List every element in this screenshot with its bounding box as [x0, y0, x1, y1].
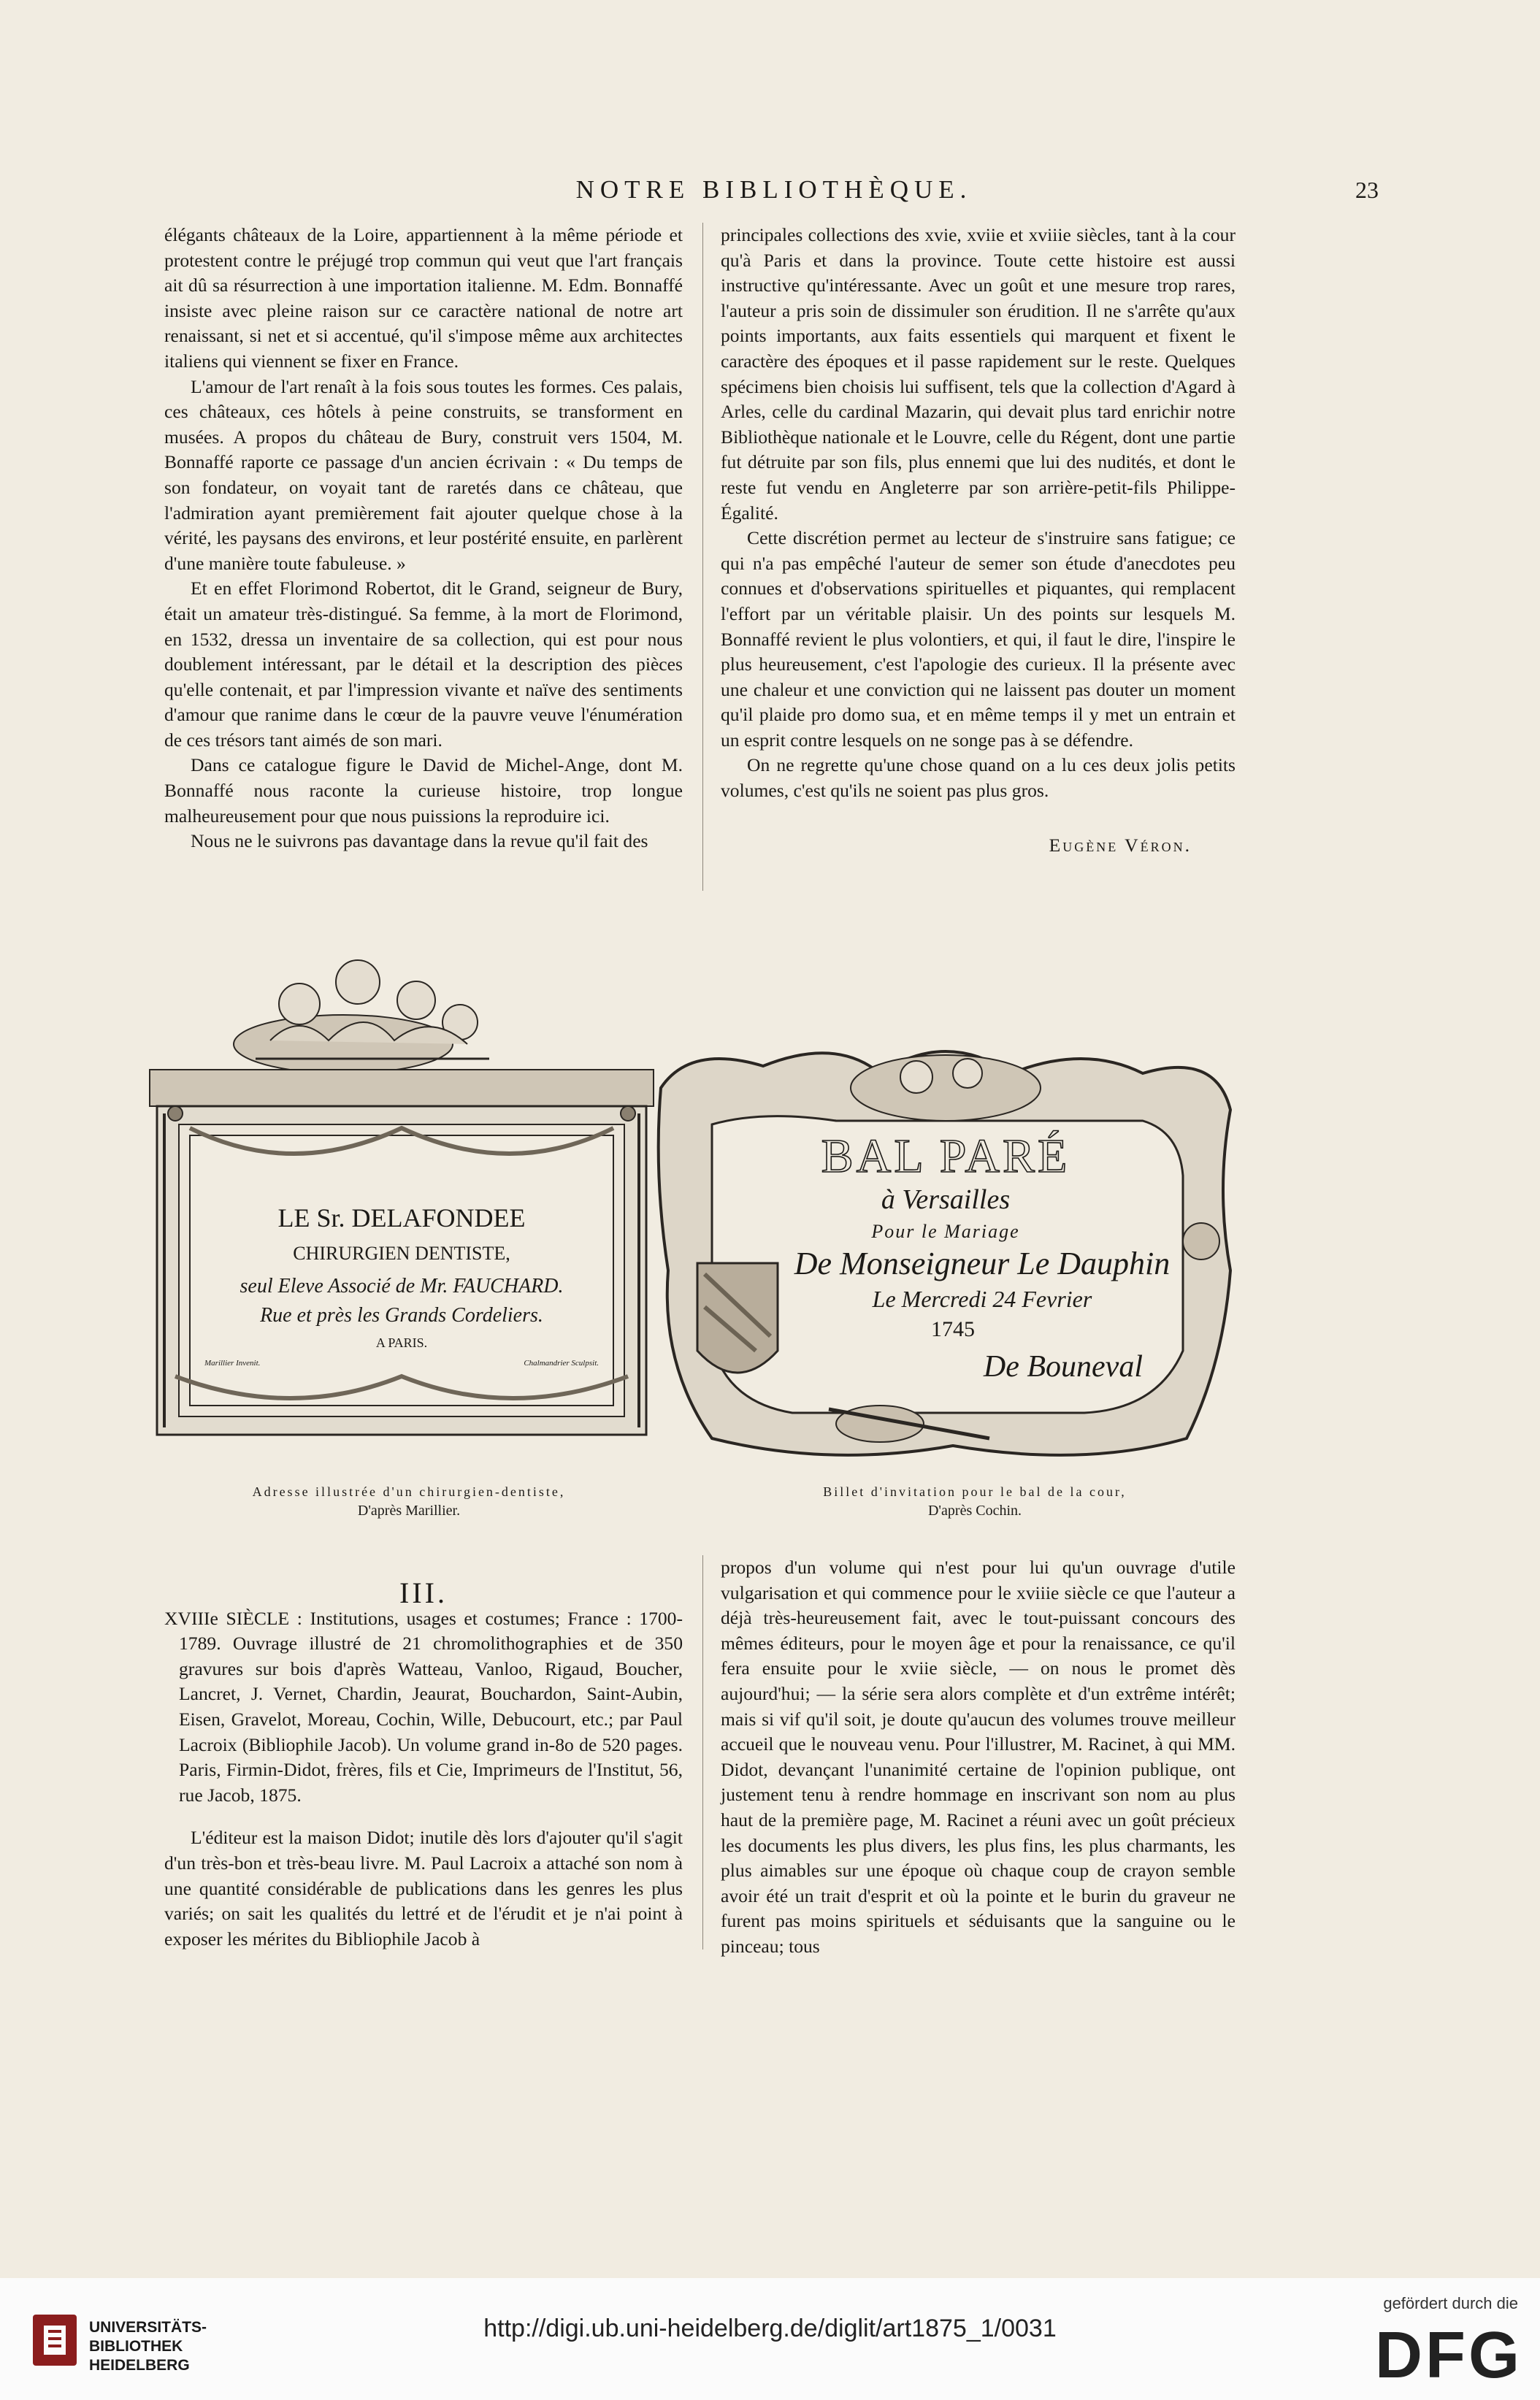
paragraph: On ne regrette qu'une chose quand on a lu ces deux jolis petits volumes, c'est qu'ils ne soient pas plus gros.: [721, 754, 1236, 802]
running-head-title: NOTRE BIBLIOTHÈQUE.: [575, 175, 973, 204]
plate-line: Rue et près les Grands Cordeliers.: [260, 1304, 543, 1327]
top-right-column: [721, 223, 1236, 858]
paragraph: Dans ce catalogue figure le David de Michel-Ange, dont M. Bonnaffé nous raconte la curieuse histoire, trop longue malheureusement pour que nous puissions la reproduire ici.: [164, 754, 683, 827]
engraver-credit: Chalmandrier Sculpsit.: [524, 1359, 599, 1368]
caption-title: Billet d'invitation pour le bal de la cour,: [823, 1484, 1127, 1499]
plate-line: Le Mercredi 24 Fevrier: [872, 1286, 1092, 1312]
digitization-footer: [0, 2278, 1540, 2400]
plate-line: De Monseigneur Le Dauphin: [794, 1246, 1171, 1281]
plate-line: CHIRURGIEN DENTISTE,: [293, 1243, 510, 1264]
top-left-column: [164, 223, 683, 854]
plate-line: seul Eleve Associé de Mr. FAUCHARD.: [240, 1275, 564, 1297]
right-figure-caption: [719, 1482, 1230, 1520]
bottom-left-column: [164, 1576, 683, 1952]
ball-invitation-engraving: [646, 1030, 1245, 1482]
plate-line: BAL PARÉ: [821, 1130, 1070, 1183]
column-rule: [702, 223, 703, 891]
caption-credit: D'après Cochin.: [927, 1503, 1022, 1519]
library-name-line: HEIDELBERG: [89, 2357, 190, 2374]
plate-line: LE Sr. DELAFONDEE: [277, 1203, 526, 1232]
cherubs-illustration: [234, 960, 489, 1073]
plate-line: A PARIS.: [375, 1335, 428, 1350]
page-number: 23: [1355, 177, 1379, 203]
funding-label: gefördert durch die: [1383, 2294, 1518, 2312]
caption-title: Adresse illustrée d'un chirurgien-dentiste,: [252, 1484, 566, 1499]
plate-line: à Versailles: [881, 1184, 1011, 1215]
column-rule: [702, 1555, 703, 1949]
permalink-url[interactable]: http://digi.ub.uni-heidelberg.de/diglit/art1875_1/0031: [483, 2315, 1057, 2342]
artist-credit: Marillier Invenit.: [204, 1359, 261, 1368]
paragraph: élégants châteaux de la Loire, appartiennent à la même période et protestent contre le préjugé trop commun qui veut que l'art français ait dû sa résurrection à une importation italienne. M. Edm. Bonnaffé insiste avec pleine raison sur ce caractère national de notre art renaissant, si net et si accentué, qu'il s'impose même aux architectes italiens qui viennent se fixer en France.: [164, 224, 683, 372]
paragraph: Et en effet Florimond Robertot, dit le Grand, seigneur de Bury, était un amateur très-distingué. Sa femme, à la mort de Florimond, en 1532, dressa un inventaire de sa collection, qui est pour nous doublement intéressant, par le détail et la description des pièces qu'elle contenait, et par l'impression vivante et naïve des sentiments d'amour que ranime dans le cœur de la pauvre veuve l'énumération de ces trésors tant aimés de son mari.: [164, 578, 683, 751]
plate-line: Pour le Mariage: [871, 1221, 1020, 1242]
library-name-line: UNIVERSITÄTS-: [89, 2319, 207, 2336]
bibliography-entry: XVIIIe SIÈCLE : Institutions, usages et costumes; France : 1700-1789. Ouvrage illustré de 21 chromolithographies et de 350 gravures sur bois d'après Watteau, Vanloo, Rigaud, Boucher, Lancret, J. Vernet, Chardin, Jeaurat, Bouchardon, Saint-Aubin, Eisen, Gravelot, Moreau, Cochin, Wille, Debucourt, etc.; par Paul Lacroix (Bibliophile Jacob). Un volume grand in-8o de 520 pages. Paris, Firmin-Didot, frères, fils et Cie, Imprimeurs de l'Institut, 56, rue Jacob, 1875.: [164, 1607, 683, 1806]
library-name-line: BIBLIOTHEK: [89, 2338, 183, 2355]
running-head: [161, 175, 1387, 204]
dfg-logo: DFG: [1375, 2319, 1522, 2392]
paragraph: L'amour de l'art renaît à la fois sous toutes les formes. Ces palais, ces châteaux, ces hôtels à peine construits, se transforment en musées. A propos du château de Bury, construit vers 1504, M. Bonnaffé raporte ce passage d'un ancien écrivain : « Du temps de son fondateur, on voyait tant de raretés dans ce château, que l'admiration ayant premièrement fait ajouter quelque chose à la vérité, les paysans des environs, et leur postérité ensuite, en parlèrent d'une manière toute fabuleuse. »: [164, 375, 683, 574]
dentist-trade-card-engraving: [146, 938, 657, 1442]
plate-signature: De Bouneval: [983, 1350, 1143, 1384]
author-signature: Eugène Véron.: [1049, 834, 1192, 856]
paragraph: Cette discrétion permet au lecteur de s'instruire sans fatigue; ce qui n'a pas empêché l'auteur de semer son étude d'anecdotes peu connues et d'observations spirituelles et piquantes, qui remplacent l'effort par un véritable plaisir. Un des points sur lesquels M. Bonnaffé revient le plus volontiers, et qui, il faut le dire, l'inspire le plus heureusement, c'est l'apologie des curieux. Il la présente avec une chaleur et une conviction qui ne laissent pas douter un moment qu'il plaide pro domo sua, et en même temps il y met un entrain et un esprit contre lesquels on ne songe pas à se défendre.: [721, 527, 1236, 751]
section-heading: III.: [399, 1576, 448, 1609]
caption-credit: D'après Marillier.: [357, 1503, 461, 1519]
plate-line: 1745: [931, 1317, 975, 1341]
bottom-right-column: [721, 1555, 1236, 1960]
paragraph: principales collections des xvie, xviie et xviiie siècles, tant à la cour qu'à Paris et dans la province. Toute cette histoire est aussi instructive qu'intéressante. Avec un goût et une mesure trop rares, l'auteur a pris soin de dissimuler son érudition. Il ne s'arrête qu'aux points importants, aux faits essentiels qui marquent et fixent le caractère des époques et il passe rapidement sur le reste. Quelques spécimens bien choisis lui suffisent, tels que la collection d'Agard à Arles, celle du cardinal Mazarin, qui devait plus tard enrichir notre Bibliothèque nationale et le Louvre, celle du Régent, dont une partie fut détruite par son fils, plus ennemi que lui des nudités, et dont le reste fut vendu en Angleterre par son arrière-petit-fils Philippe-Égalité.: [721, 224, 1236, 524]
paragraph: Nous ne le suivrons pas davantage dans la revue qu'il fait des: [191, 830, 648, 852]
left-figure-caption: [161, 1482, 657, 1520]
paragraph: L'éditeur est la maison Didot; inutile dès lors d'ajouter qu'il s'agit d'un très-bon et très-beau livre. M. Paul Lacroix a attaché son nom à une quantité considérable de publications dans les genres les plus variés; on sait les qualités du lettré et de l'érudit et je n'ai point à exposer les mérites du Bibliophile Jacob à: [164, 1827, 683, 1949]
paragraph: propos d'un volume qui n'est pour lui qu'un ouvrage d'utile vulgarisation et qui commence pour le xviiie siècle ce que l'auteur a déjà très-heureusement fait, avec le tout-puissant concours des mêmes éditeurs, pour le moyen âge et pour la renaissance, ce qu'il fera ensuite pour le xviie siècle, — on nous le promet dès aujourd'hui; — la série sera alors complète et d'un extrême intérêt; mais si vif qu'il soit, je doute qu'aucun des volumes trouve meilleur accueil que le nouveau venu. Pour l'illustrer, M. Racinet, à qui MM. Didot, devançant l'unanimité certaine de l'opinion publique, ont justement tenu à rendre hommage en inscrivant son nom au plus haut de la première page, M. Racinet a réuni avec un goût précieux les documents les plus divers, les plus fins, les plus charmants, les plus aimables sur une époque où chaque coup de crayon semble avoir été un trait d'esprit et où la pointe et le burin du graveur ne furent pas moins spirituels et séduisants que la sanguine ou le pinceau; tous: [721, 1557, 1236, 1957]
